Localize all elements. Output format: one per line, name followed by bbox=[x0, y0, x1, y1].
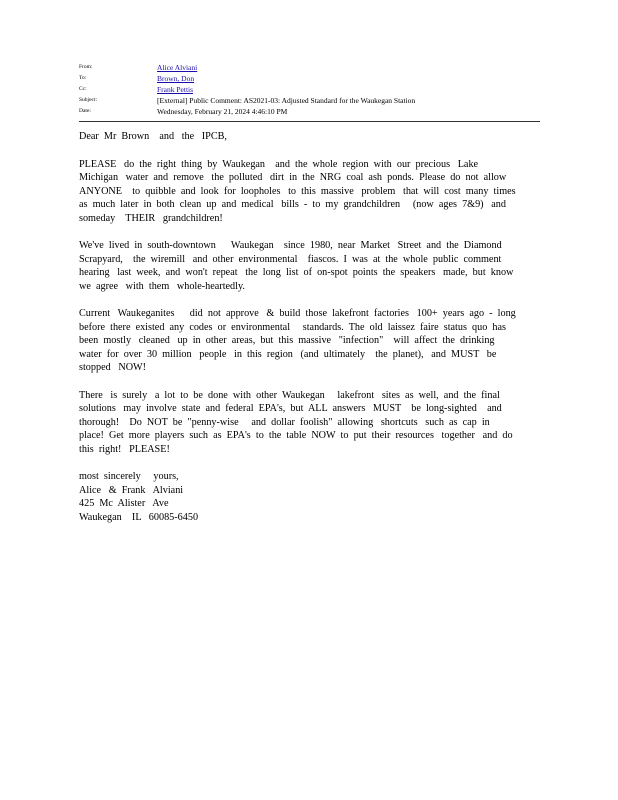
subject-row bbox=[79, 95, 540, 106]
paragraph-1 bbox=[79, 158, 534, 226]
signature-block bbox=[79, 470, 534, 524]
email-body bbox=[79, 130, 534, 538]
text-line: before there existed any codes or environmental standards. The old laissez faire status quo has bbox=[79, 321, 506, 333]
closing-line: most sincerely yours, bbox=[79, 471, 179, 482]
text-line: PLEASE do the right thing by Waukegan and the whole region with our precious Lake bbox=[79, 158, 479, 170]
text-line: someday THEIR grandchildren! bbox=[79, 212, 223, 224]
date-label: Date: bbox=[79, 108, 91, 114]
paragraph-4 bbox=[79, 389, 534, 457]
cc-label: Cc: bbox=[79, 86, 87, 92]
city-state-zip: Waukegan IL 60085-6450 bbox=[79, 511, 199, 523]
from-row bbox=[79, 62, 540, 73]
text-line: thorough! Do NOT be "penny-wise and dollar foolish" allowing shortcuts such as cap in bbox=[79, 416, 490, 428]
text-line: ANYONE to quibble and look for loopholes to this massive problem that will cost many times bbox=[79, 185, 516, 197]
text-line: hearing last week, and won't repeat the long list of on-spot points the speakers made, but know bbox=[79, 267, 514, 278]
text-line: We've lived in south-downtown Waukegan since 1980, near Market Street and the Diamond bbox=[79, 240, 502, 251]
text-line: we agree with them whole-heartedly. bbox=[79, 280, 245, 292]
paragraph-3 bbox=[79, 307, 534, 375]
to-row bbox=[79, 73, 540, 84]
from-label: From: bbox=[79, 64, 93, 70]
subject-text: [External] Public Comment: AS2021-03: Adjusted Standard for the Waukegan Station bbox=[157, 96, 416, 105]
text-line: stopped NOW! bbox=[79, 362, 147, 373]
from-link[interactable]: Alice Alviani bbox=[157, 63, 198, 72]
header-divider bbox=[79, 121, 540, 122]
text-line: water for over 30 million people in this region (and ultimately the planet), and MUST be bbox=[79, 348, 497, 360]
text-line: Michigan water and remove the polluted dirt in the NRG coal ash ponds. Please do not allow bbox=[79, 172, 507, 183]
signer-names: Alice & Frank Alviani bbox=[79, 484, 184, 496]
text-line: Current Waukeganites did not approve & build those lakefront factories 100+ years ago - long bbox=[79, 308, 516, 319]
text-line: place! Get more players such as EPA's to the table NOW to put their resources together and do bbox=[79, 430, 513, 441]
date-row bbox=[79, 106, 540, 117]
text-line: solutions may involve state and federal EPA's, but ALL answers MUST be long-sighted and bbox=[79, 403, 502, 414]
greeting-line: Dear Mr Brown and the IPCB, bbox=[79, 131, 227, 142]
paragraph-2 bbox=[79, 239, 534, 293]
greeting bbox=[79, 130, 534, 144]
to-link[interactable]: Brown, Don bbox=[157, 74, 195, 83]
text-line: There is surely a lot to be done with other Waukegan lakefront sites as well, and the final bbox=[79, 389, 500, 401]
text-line: this right! PLEASE! bbox=[79, 443, 170, 455]
cc-link[interactable]: Frank Pettis bbox=[157, 85, 194, 94]
text-line: Scrapyard, the wiremill and other environmental fiascos. I was at the whole public comment bbox=[79, 253, 502, 265]
text-line: been mostly cleaned up in other areas, but this massive "infection" will affect the drinking bbox=[79, 335, 495, 346]
subject-label: Subject: bbox=[79, 97, 98, 103]
text-line: as much later in both clean up and medical bills - to my grandchildren (now ages 7&9) and bbox=[79, 199, 506, 210]
to-label: To: bbox=[79, 75, 87, 81]
cc-row bbox=[79, 84, 540, 95]
email-header bbox=[79, 62, 540, 117]
street-address: 425 Mc Alister Ave bbox=[79, 498, 169, 509]
date-text: Wednesday, February 21, 2024 4:46:10 PM bbox=[157, 107, 288, 116]
